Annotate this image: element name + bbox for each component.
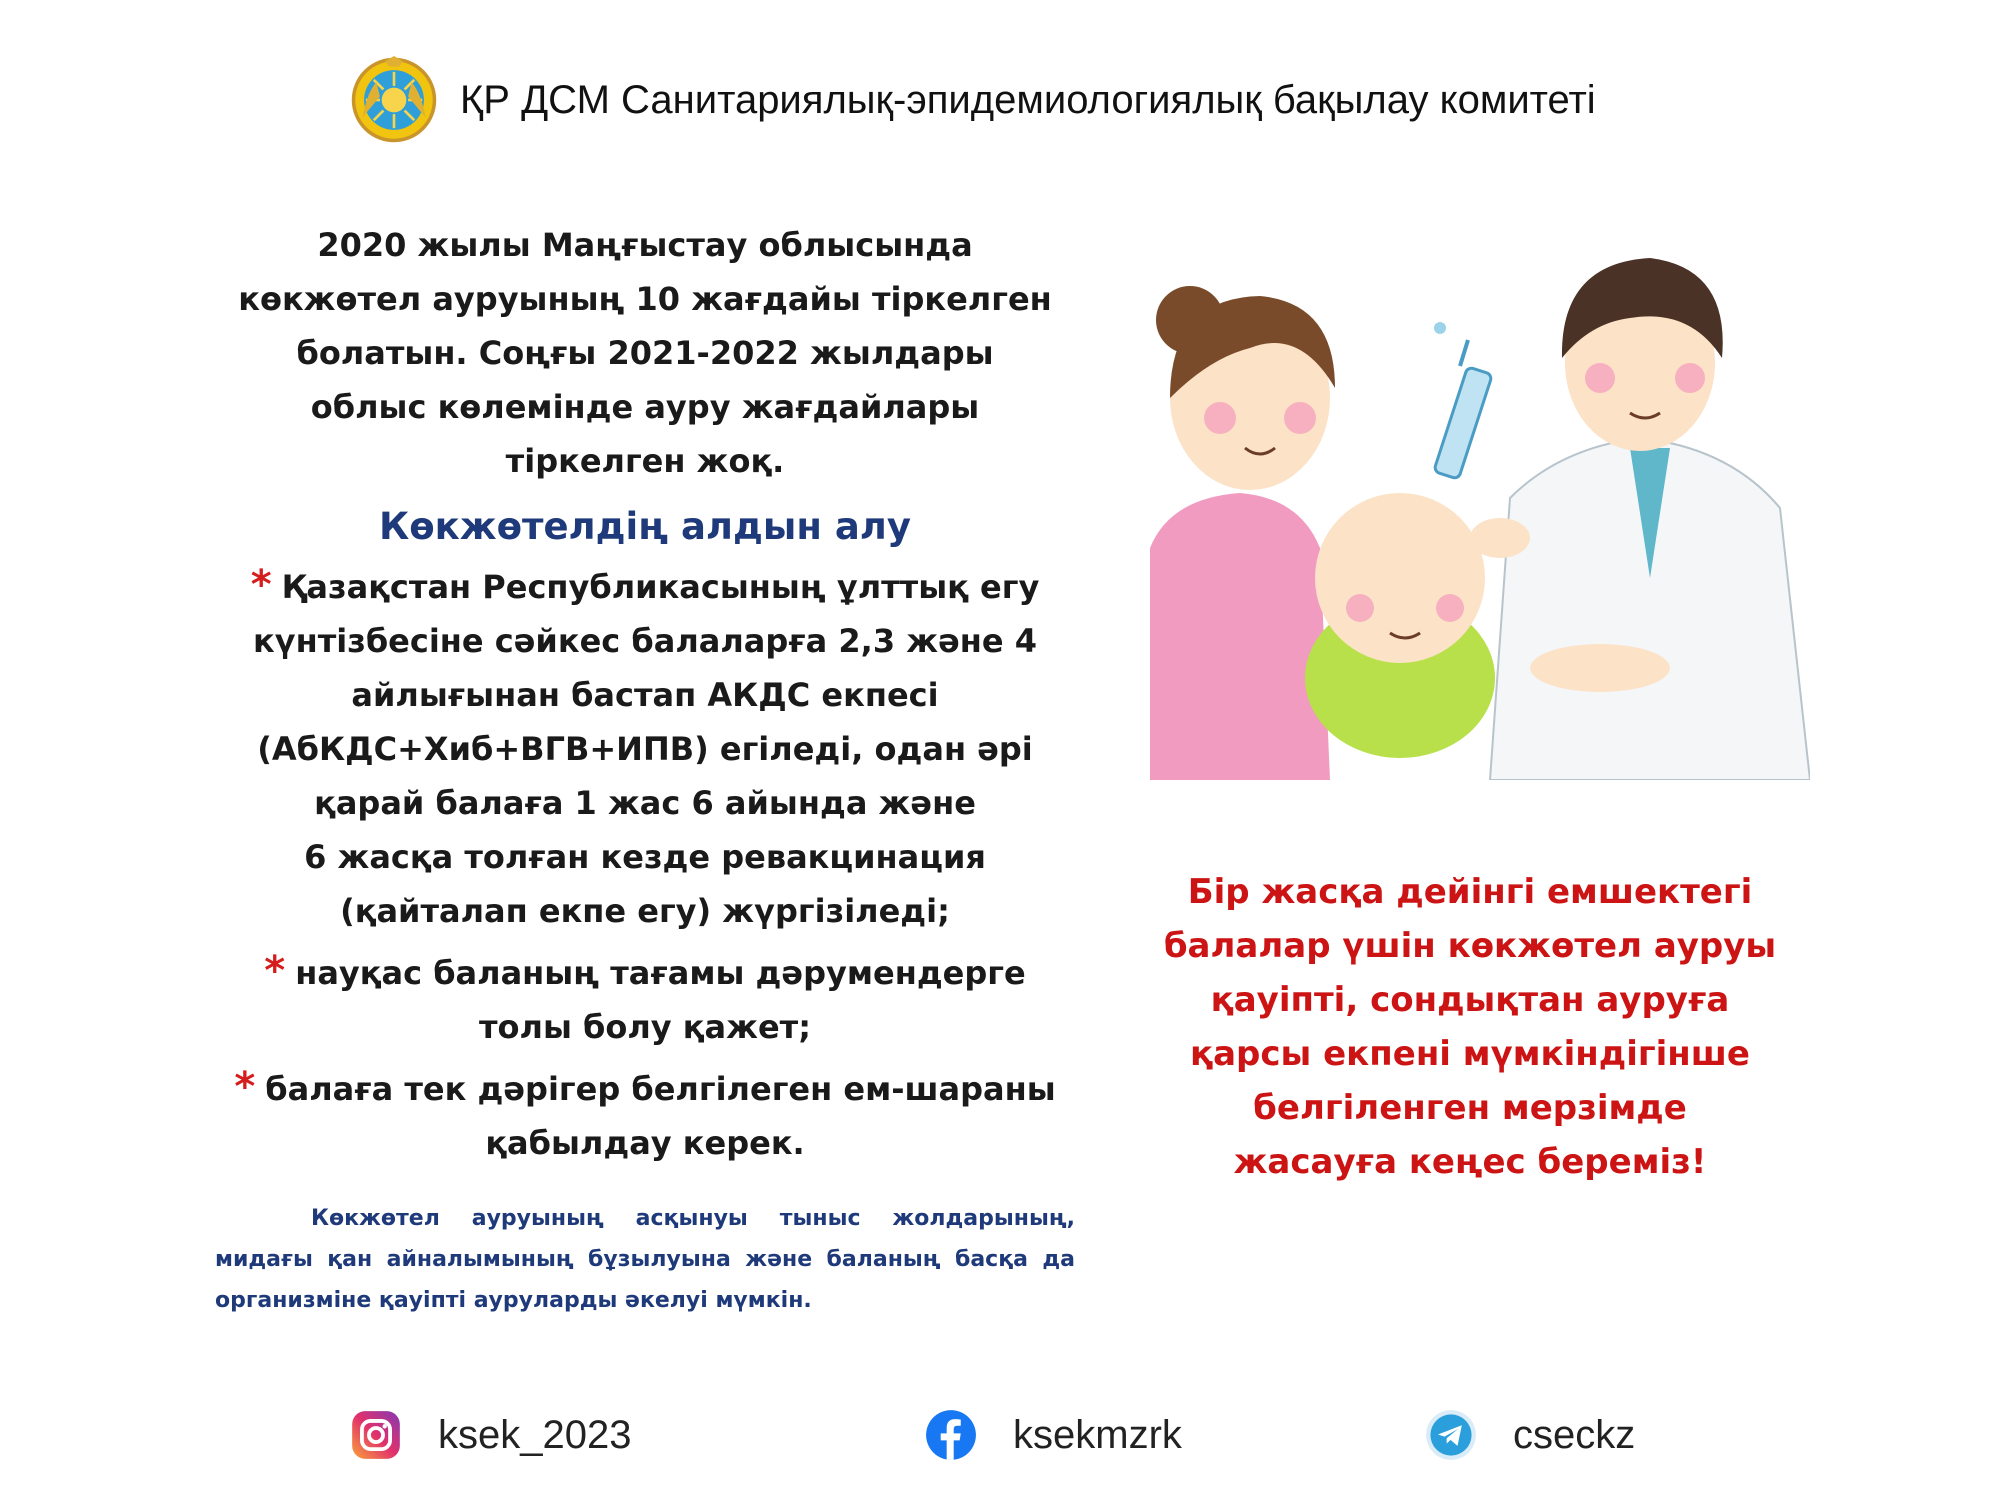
bullet-line: толы болу қажет;	[478, 1008, 811, 1046]
bullet-line: Қазақстан Республикасының ұлттық егу	[281, 568, 1040, 606]
main-text-column	[215, 218, 1075, 1321]
bullet-line: қабылдау керек.	[485, 1124, 805, 1162]
bullet-line: күнтізбесіне сәйкес балаларға 2,3 және 4	[253, 622, 1037, 660]
facebook-icon	[925, 1409, 977, 1461]
bullet-star: *	[264, 948, 286, 994]
intro-line: болатын. Соңғы 2021-2022 жылдары	[296, 334, 994, 372]
header	[350, 50, 1650, 150]
warning-line: жасауға кеңес береміз!	[1233, 1142, 1707, 1182]
bullet-line: айлығынан бастап АКДС екпесі	[351, 676, 939, 714]
bullet-star: *	[234, 1064, 256, 1110]
facebook-handle: ksekmzrk	[1013, 1412, 1182, 1457]
warning-line: балалар үшін көкжөтел ауруы	[1163, 926, 1777, 966]
instagram-link[interactable]	[350, 1405, 631, 1465]
instagram-handle: ksek_2023	[438, 1412, 632, 1457]
prevention-heading: Көкжөтелдің алдын алу	[378, 505, 912, 548]
intro-line: облыс көлемінде ауру жағдайлары	[310, 388, 980, 426]
instagram-icon	[350, 1409, 402, 1461]
bullet-line: балаға тек дәрігер белгілеген ем-шараны	[265, 1070, 1056, 1108]
prevention-bullet	[215, 1060, 1075, 1170]
prevention-bullet	[215, 558, 1075, 938]
intro-line: 2020 жылы Маңғыстау облысында	[317, 226, 973, 264]
bullet-line: (қайталап екпе егу) жүргізіледі;	[340, 892, 950, 930]
header-title: ҚР ДСМ Санитариялық-эпидемиологиялық бақылау комитеті	[460, 77, 1596, 122]
bullet-line: (АбКДС+Хиб+ВГВ+ИПВ) егіледі, одан әрі	[257, 730, 1033, 768]
warning-line: белгіленген мерзімде	[1253, 1088, 1687, 1128]
bullet-line: науқас баланың тағамы дәрумендерге	[295, 954, 1026, 992]
warning-line: Бір жасқа дейінгі емшектегі	[1187, 872, 1753, 912]
telegram-link[interactable]	[1425, 1405, 1635, 1465]
warning-message	[1140, 865, 1800, 1189]
bullet-line: 6 жасқа толған кезде ревакцинация	[304, 838, 986, 876]
facebook-link[interactable]	[925, 1405, 1182, 1465]
intro-paragraph	[215, 218, 1075, 488]
kazakhstan-emblem-icon	[350, 56, 438, 144]
bullet-star: *	[250, 562, 272, 608]
bullet-line: қарай балаға 1 жас 6 айында және	[314, 784, 976, 822]
intro-line: тіркелген жоқ.	[505, 442, 785, 480]
warning-line: қауіпті, сондықтан ауруға	[1210, 980, 1730, 1020]
prevention-bullet	[215, 944, 1075, 1054]
telegram-icon	[1425, 1409, 1477, 1461]
doctor-vaccinating-baby-icon	[1130, 248, 1810, 780]
intro-line: көкжөтел ауруының 10 жағдайы тіркелген	[238, 280, 1052, 318]
complications-note: Көкжөтел ауруының асқынуы тыныс жолдарының, мидағы қан айналымының бұзылуына және баланың басқа да организміне қауіпті ауруларды әкелуі мүмкін.	[215, 1206, 1075, 1313]
warning-line: қарсы екпені мүмкіндігінше	[1190, 1034, 1750, 1074]
telegram-handle: cseckz	[1513, 1412, 1636, 1457]
